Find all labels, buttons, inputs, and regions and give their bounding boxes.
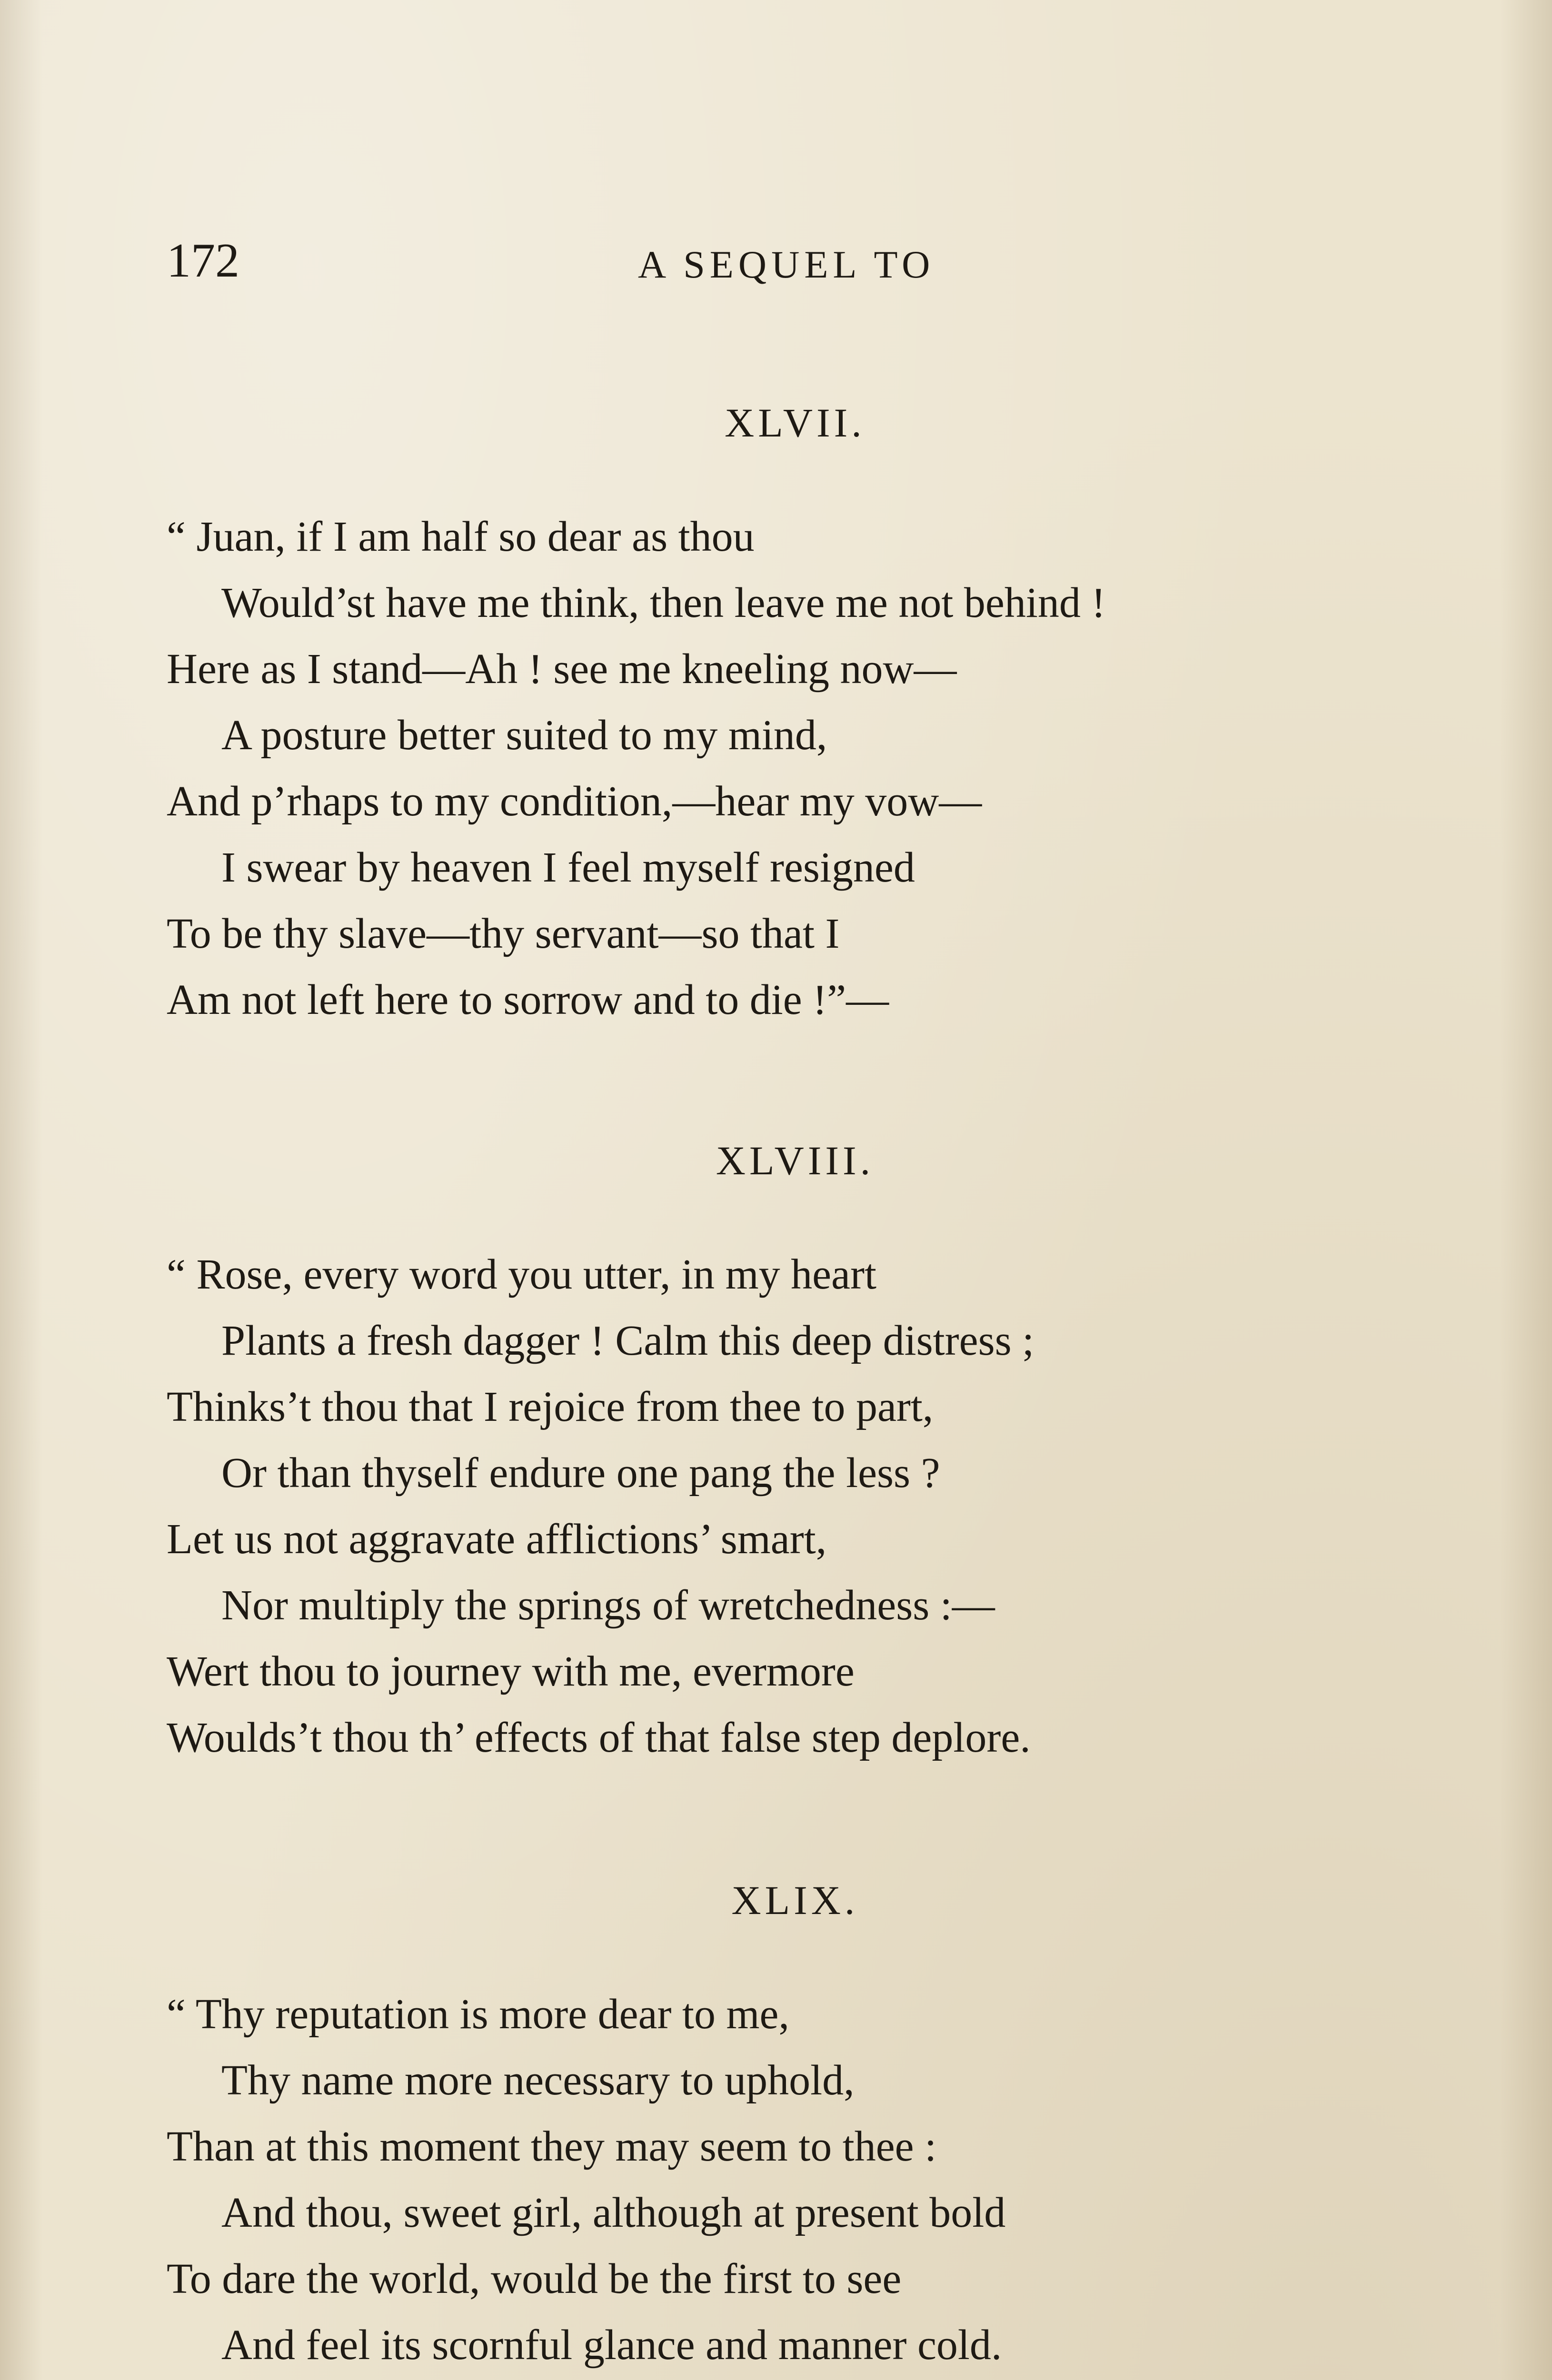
verse-line bbox=[167, 2378, 1404, 2380]
verse-line: Woulds’t thou th’ effects of that false step deplore. bbox=[167, 1714, 1031, 1761]
verse-line: To be thy slave—thy servant—so that I bbox=[167, 910, 840, 957]
verse-line: Wert thou to journey with me, evermore bbox=[167, 1648, 855, 1695]
verse-line: Let us not aggravate afflictions’ smart, bbox=[167, 1516, 827, 1563]
verse-line: Or than thyself endure one pang the less ? bbox=[221, 1449, 940, 1497]
verse-line: And p’rhaps to my condition,—hear my vow— bbox=[167, 778, 982, 825]
page-number: 172 bbox=[167, 234, 239, 288]
stanza-xlviii bbox=[167, 1132, 1404, 1771]
verse-line: I swear by heaven I feel myself resigned bbox=[221, 844, 915, 891]
verse-line: “ Rose, every word you utter, in my heart bbox=[167, 1251, 876, 1298]
verse-line: To dare the world, would be the first to see bbox=[167, 2255, 902, 2302]
verse-line: A posture better suited to my mind, bbox=[221, 712, 827, 759]
stanza-number: XLIX. bbox=[731, 1877, 859, 1923]
verse-line: And feel its scornful glance and manner cold. bbox=[221, 2321, 1002, 2369]
verse-line: “ Juan, if I am half so dear as thou bbox=[167, 513, 755, 560]
stanza-xlix bbox=[167, 1872, 1404, 2380]
verse-line: Thinks’t thou that I rejoice from thee to part, bbox=[167, 1383, 934, 1430]
running-head bbox=[167, 228, 1404, 294]
verse-line: Here as I stand—Ah ! see me kneeling now— bbox=[167, 645, 957, 693]
verse-line: Than at this moment they may seem to thee : bbox=[167, 2123, 937, 2170]
stanza-number: XLVII. bbox=[725, 400, 866, 446]
running-title: A SEQUEL TO bbox=[638, 243, 935, 286]
stanza-xlvii bbox=[167, 394, 1404, 1033]
verse-line: Am not left here to sorrow and to die !”— bbox=[167, 976, 889, 1023]
verse-line: “ Thy reputation is more dear to me, bbox=[167, 1991, 789, 2038]
verse-line: Thy name more necessary to uphold, bbox=[221, 2057, 855, 2104]
verse-line: And thou, sweet girl, although at present bold bbox=[221, 2189, 1006, 2236]
stanza-number: XLVIII. bbox=[716, 1138, 875, 1183]
verse-line: Nor multiply the springs of wretchedness :— bbox=[221, 1582, 995, 1629]
verse-line: Would’st have me think, then leave me not behind ! bbox=[221, 579, 1106, 626]
verse-line: Plants a fresh dagger ! Calm this deep distress ; bbox=[221, 1317, 1035, 1364]
